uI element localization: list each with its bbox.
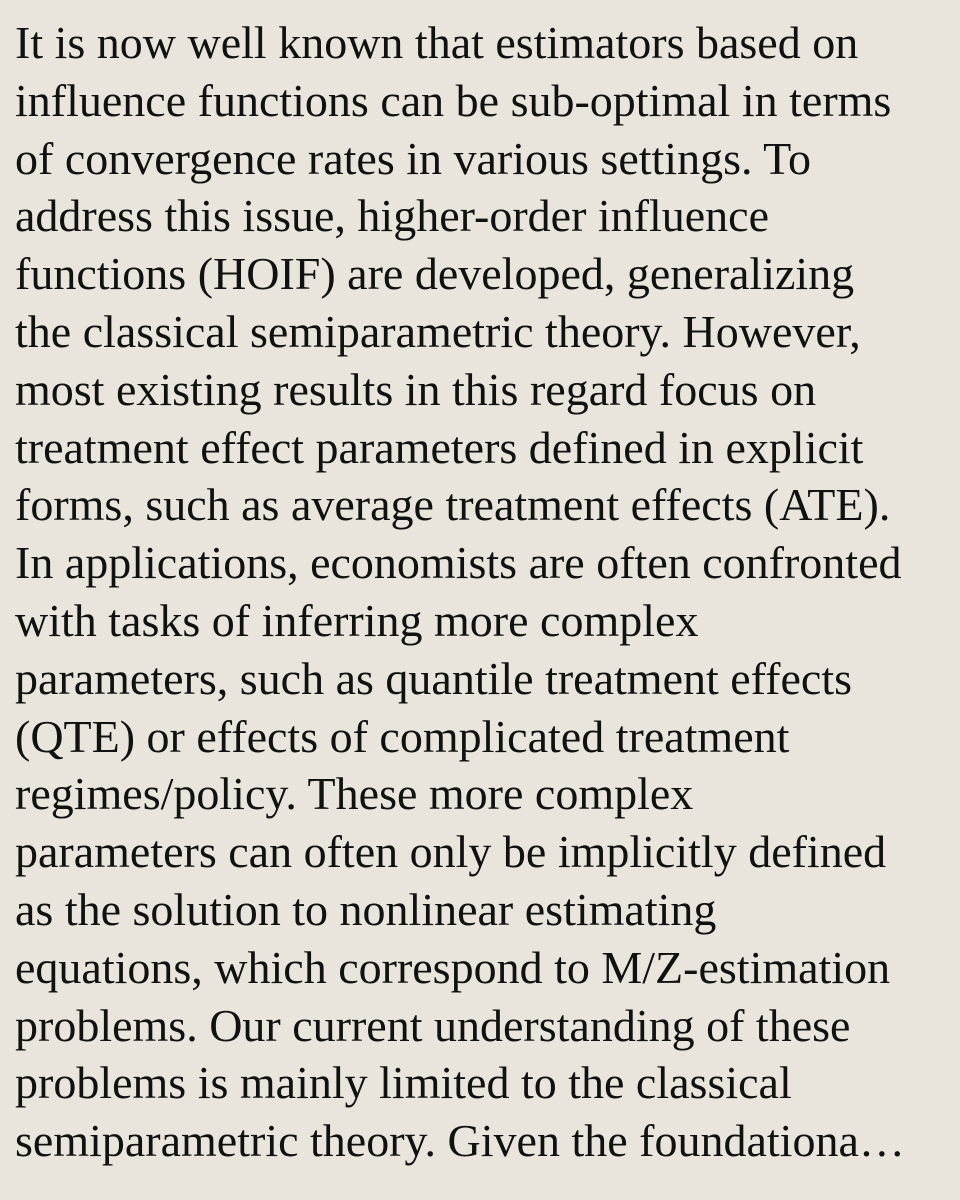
text-line: influence functions can be sub-optimal in terms — [15, 74, 892, 126]
text-line: It is now well known that estimators based on — [15, 17, 859, 68]
text-line: as the solution to nonlinear estimating — [15, 883, 717, 935]
text-line: treatment effect parameters defined in explicit — [15, 421, 864, 473]
text-line: equations, which correspond to M/Z-estimation — [15, 941, 891, 993]
text-line: address this issue, higher-order influence — [15, 190, 770, 242]
abstract-text — [15, 14, 960, 1170]
text-line: parameters can often only be implicitly defined — [15, 826, 887, 878]
text-line: problems. Our current understanding of these — [15, 999, 851, 1051]
text-line: most existing results in this regard focus on — [15, 363, 817, 415]
text-line: problems is mainly limited to the classical — [15, 1057, 792, 1109]
text-line: with tasks of inferring more complex — [15, 594, 699, 646]
text-line: In applications, economists are often confronted — [15, 537, 902, 589]
text-line: regimes/policy. These more complex — [15, 768, 694, 820]
text-line: semiparametric theory. Given the foundationa… — [15, 1115, 905, 1167]
text-line: of convergence rates in various settings. To — [15, 132, 812, 184]
text-line: forms, such as average treatment effects (ATE). — [15, 479, 891, 531]
text-line: (QTE) or effects of complicated treatment — [15, 710, 790, 762]
text-line: functions (HOIF) are developed, generalizing — [15, 248, 855, 300]
text-line: the classical semiparametric theory. However, — [15, 305, 861, 357]
text-line: parameters, such as quantile treatment effects — [15, 652, 853, 704]
